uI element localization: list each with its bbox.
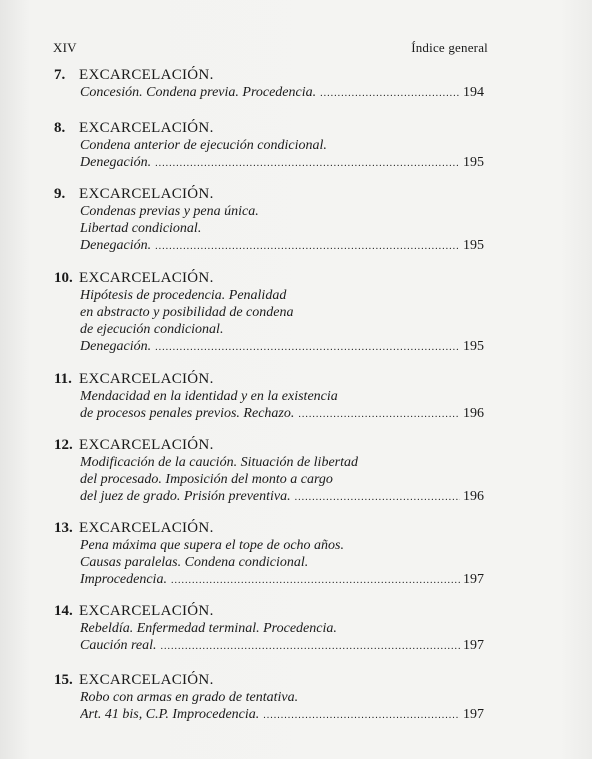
entry-description-line: Denegación. — [80, 155, 152, 170]
entry-title: EXCARCELACIÓN. — [79, 371, 214, 387]
index-entry[interactable] — [54, 370, 484, 422]
entry-number: 8. — [54, 120, 66, 136]
entry-title: EXCARCELACIÓN. — [79, 186, 214, 202]
entry-last-line — [80, 637, 484, 654]
index-entry[interactable] — [54, 185, 484, 254]
entry-description-line: Causas paralelas. Condena condicional. — [80, 555, 309, 570]
index-entry[interactable] — [54, 671, 484, 723]
entry-title: EXCARCELACIÓN. — [79, 120, 214, 136]
entry-description-line: Mendacidad en la identidad y en la existencia — [80, 389, 338, 404]
dot-leader — [155, 339, 460, 355]
entry-title: EXCARCELACIÓN. — [79, 270, 214, 286]
entry-description-line: del procesado. Imposición del monto a cargo — [80, 472, 333, 487]
entry-description-line: Libertad condicional. — [80, 221, 202, 236]
entry-last-line — [80, 706, 484, 723]
index-entry[interactable] — [54, 519, 484, 588]
running-head — [53, 40, 488, 56]
entry-number: 14. — [54, 603, 73, 619]
entry-number: 11. — [54, 371, 72, 387]
entry-description-line: del juez de grado. Prisión preventiva. — [80, 489, 291, 504]
entry-description-line: Concesión. Condena previa. Procedencia. — [80, 85, 317, 100]
entry-description-line: de procesos penales previos. Rechazo. — [80, 406, 295, 421]
page-reference[interactable]: 197 — [463, 572, 484, 587]
page-reference[interactable]: 195 — [463, 155, 484, 170]
dot-leader — [263, 707, 460, 723]
page-number-roman: XIV — [53, 40, 77, 55]
entry-description-line: Improcedencia. — [80, 572, 167, 587]
entry-last-line — [80, 571, 484, 588]
entry-last-line — [80, 488, 484, 505]
entry-description-line: Denegación. — [80, 339, 152, 354]
page-reference[interactable]: 195 — [463, 238, 484, 253]
dot-leader — [160, 638, 460, 654]
entry-description-line: en abstracto y posibilidad de condena — [80, 305, 294, 320]
index-entry[interactable] — [54, 119, 484, 171]
entry-last-line — [80, 237, 484, 254]
dot-leader — [155, 238, 460, 254]
page-reference[interactable]: 197 — [463, 707, 484, 722]
index-entry[interactable] — [54, 66, 484, 101]
entry-number: 10. — [54, 270, 73, 286]
entry-description-line: Pena máxima que supera el tope de ocho años. — [80, 538, 344, 553]
entry-last-line — [80, 154, 484, 171]
index-entry[interactable] — [54, 269, 484, 355]
entry-number: 13. — [54, 520, 73, 536]
entry-title: EXCARCELACIÓN. — [79, 672, 214, 688]
dot-leader — [171, 572, 460, 588]
entry-description-line: Condena anterior de ejecución condicional. — [80, 138, 327, 153]
entry-title: EXCARCELACIÓN. — [79, 520, 214, 536]
entry-description-line: Hipótesis de procedencia. Penalidad — [80, 288, 287, 303]
entry-description-line: de ejecución condicional. — [80, 322, 224, 337]
entry-description-line: Robo con armas en grado de tentativa. — [80, 690, 299, 705]
entry-last-line — [80, 405, 484, 422]
entry-title: EXCARCELACIÓN. — [79, 603, 214, 619]
entry-number: 7. — [54, 67, 66, 83]
entry-number: 12. — [54, 437, 73, 453]
page-reference[interactable]: 194 — [463, 85, 484, 100]
dot-leader — [320, 85, 460, 101]
index-entry[interactable] — [54, 436, 484, 505]
entry-title: EXCARCELACIÓN. — [79, 67, 214, 83]
page-reference[interactable]: 196 — [463, 406, 484, 421]
entry-description-line: Condenas previas y pena única. — [80, 204, 259, 219]
page-reference[interactable]: 197 — [463, 638, 484, 653]
dot-leader — [298, 406, 460, 422]
entry-description-line: Caución real. — [80, 638, 157, 653]
index-entry[interactable] — [54, 602, 484, 654]
section-title: Índice general — [411, 40, 488, 55]
page-reference[interactable]: 195 — [463, 339, 484, 354]
entry-title: EXCARCELACIÓN. — [79, 437, 214, 453]
entry-description-line: Denegación. — [80, 238, 152, 253]
entry-last-line — [80, 338, 484, 355]
entry-number: 9. — [54, 186, 66, 202]
dot-leader — [295, 489, 460, 505]
entry-description-line: Rebeldía. Enfermedad terminal. Procedencia. — [80, 621, 337, 636]
entry-number: 15. — [54, 672, 73, 688]
dot-leader — [155, 155, 460, 171]
page-reference[interactable]: 196 — [463, 489, 484, 504]
entry-description-line: Modificación de la caución. Situación de libertad — [80, 455, 358, 470]
entry-description-line: Art. 41 bis, C.P. Improcedencia. — [80, 707, 260, 722]
entry-last-line — [80, 84, 484, 101]
